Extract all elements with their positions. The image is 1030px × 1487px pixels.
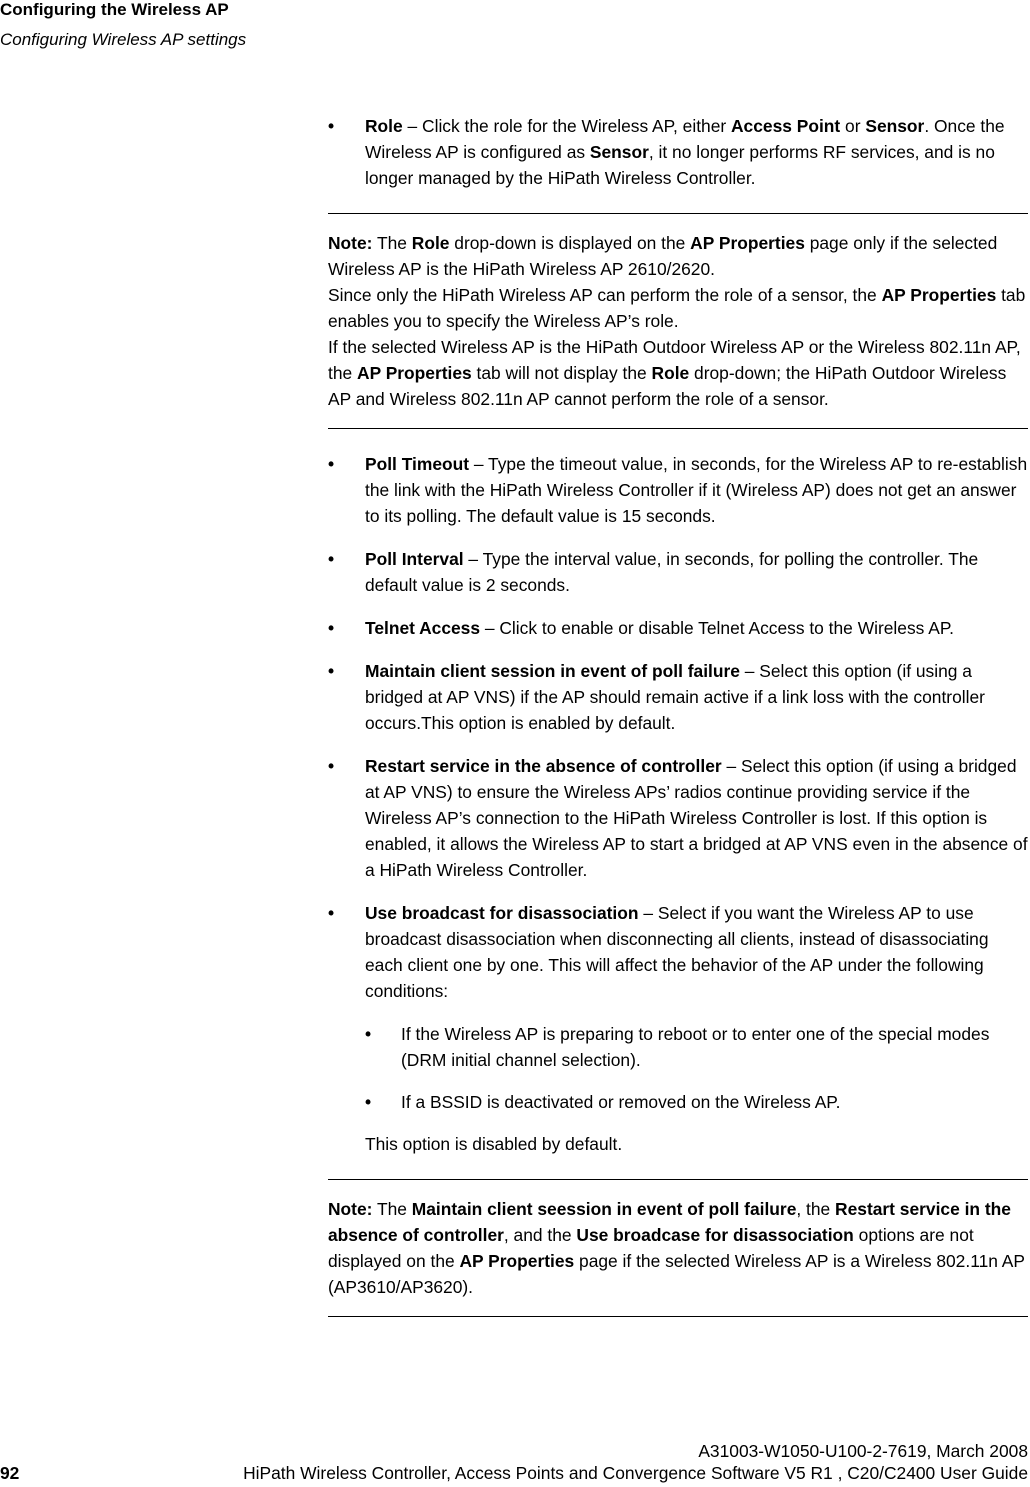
- text: , the: [796, 1199, 836, 1219]
- term: Restart service in the absence of controller: [328, 1199, 1011, 1245]
- text: – Type the timeout value, in seconds, for the Wireless AP to re-establish the link with the HiPath Wireless Controller if it (Wireless AP) does not get an answer to its polling. The default value is 15 seconds.: [365, 454, 1028, 526]
- text: If the Wireless AP is preparing to reboot or to enter one of the special modes (DRM initial channel selection).: [401, 1024, 990, 1070]
- text: options are not displayed on the: [328, 1225, 974, 1271]
- text: tab will not display the: [471, 363, 652, 383]
- text: drop-down; the HiPath Outdoor Wireless AP and Wireless 802.11n AP cannot perform the role of a sensor.: [328, 363, 1007, 409]
- bullet-dot: •: [328, 661, 335, 681]
- bullet-dot: •: [328, 756, 335, 776]
- note-paragraph: [328, 334, 1028, 412]
- bullet-telnet-access: [328, 615, 1028, 641]
- text: – Click to enable or disable Telnet Access to the Wireless AP.: [480, 618, 955, 638]
- document-id: A31003-W1050-U100-2-7619, March 2008: [698, 1441, 1028, 1461]
- sub-bullet-reboot: [328, 1021, 1028, 1073]
- bullet-dot: •: [365, 1024, 372, 1044]
- text: or: [840, 116, 866, 136]
- guide-title: HiPath Wireless Controller, Access Points and Convergence Software V5 R1 , C20/C2400 User Guide: [243, 1463, 1028, 1483]
- term: Role: [411, 233, 450, 253]
- bullet-use-broadcast: [328, 900, 1028, 1004]
- page-content: [328, 113, 1028, 1339]
- term: Maintain client session in event of poll failure: [365, 661, 740, 681]
- term: AP Properties: [690, 233, 805, 253]
- bullet-dot: •: [328, 454, 335, 474]
- bullet-role: [328, 113, 1028, 191]
- sub-bullet-bssid: [328, 1089, 1028, 1115]
- term-sensor: Sensor: [865, 116, 925, 136]
- text: – Select if you want the Wireless AP to use broadcast disassociation when disconnecting all clients, instead of disassociating each client one by one. This will affect the behavior of the AP under the following conditions:: [365, 903, 989, 1001]
- bullet-poll-timeout: [328, 451, 1028, 529]
- text: – Type the interval value, in seconds, for polling the controller. The default value is 2 seconds.: [365, 549, 979, 595]
- text: – Select this option (if using a bridged at AP VNS) if the AP should remain active if a link loss with the controller occurs.This option is enabled by default.: [365, 661, 985, 733]
- note-80211n: [328, 1179, 1028, 1317]
- note-role: [328, 213, 1028, 429]
- term-sensor: Sensor: [589, 142, 649, 162]
- bullet-dot: •: [328, 549, 335, 569]
- text: If a BSSID is deactivated or removed on the Wireless AP.: [401, 1092, 841, 1112]
- section-subtitle: Configuring Wireless AP settings: [0, 30, 247, 49]
- bullet-restart-service: [328, 753, 1028, 883]
- term: AP Properties: [459, 1251, 575, 1271]
- text: – Click the role for the Wireless AP, either: [402, 116, 731, 136]
- term: Role: [651, 363, 690, 383]
- text: Since only the HiPath Wireless AP can perform the role of a sensor, the: [328, 285, 882, 305]
- text: page if the selected Wireless AP is a Wireless 802.11n AP (AP3610/AP3620).: [328, 1251, 1025, 1297]
- disabled-by-default-text: This option is disabled by default.: [365, 1134, 623, 1154]
- term: Telnet Access: [365, 618, 481, 638]
- term-role: Role: [365, 116, 403, 136]
- bullet-dot: •: [328, 903, 335, 923]
- text: , and the: [503, 1225, 577, 1245]
- page-footer: [0, 1440, 1028, 1484]
- term: Use broadcast for disassociation: [365, 903, 639, 923]
- text: drop-down is displayed on the: [449, 233, 691, 253]
- page-header: [0, 0, 246, 50]
- chapter-title: Configuring the Wireless AP: [0, 0, 229, 19]
- term: AP Properties: [881, 285, 997, 305]
- term: Restart service in the absence of controller: [365, 756, 722, 776]
- note-label: Note:: [328, 233, 373, 253]
- text: tab enables you to specify the Wireless AP’s role.: [328, 285, 1026, 331]
- text: page only if the selected Wireless AP is the HiPath Wireless AP 2610/2620.: [328, 233, 998, 279]
- text: The: [372, 233, 412, 253]
- page-number: 92: [0, 1463, 20, 1483]
- term: Maintain client seession in event of poll failure: [411, 1199, 797, 1219]
- bullet-dot: •: [328, 618, 335, 638]
- note-paragraph: [328, 230, 1028, 282]
- term: Poll Timeout: [365, 454, 470, 474]
- text: If the selected Wireless AP is the HiPath Outdoor Wireless AP or the Wireless 802.11n AP, the: [328, 337, 1021, 383]
- note-label: Note:: [328, 1199, 373, 1219]
- text: – Select this option (if using a bridged at AP VNS) to ensure the Wireless APs’ radios continue providing service if the Wireless AP’s connection to the HiPath Wireless Controller is lost. If this option is enabled, it allows the Wireless AP to start a bridged at AP VNS even in the absence of a HiPath Wireless Controller.: [365, 756, 1028, 880]
- term: Use broadcase for disassociation: [576, 1225, 854, 1245]
- footer-line: [0, 1462, 1028, 1484]
- note-paragraph: [328, 282, 1028, 334]
- text: . Once the Wireless AP is configured as: [365, 116, 1005, 162]
- term-access-point: Access Point: [731, 116, 841, 136]
- bullet-dot: •: [365, 1092, 372, 1112]
- term: Poll Interval: [365, 549, 464, 569]
- bullet-dot: •: [328, 116, 335, 136]
- bullet-maintain-client-session: [328, 658, 1028, 736]
- bullet-poll-interval: [328, 546, 1028, 598]
- text: , it no longer performs RF services, and is no longer managed by the HiPath Wireless Controller.: [365, 142, 995, 188]
- text: The: [372, 1199, 412, 1219]
- term: AP Properties: [357, 363, 472, 383]
